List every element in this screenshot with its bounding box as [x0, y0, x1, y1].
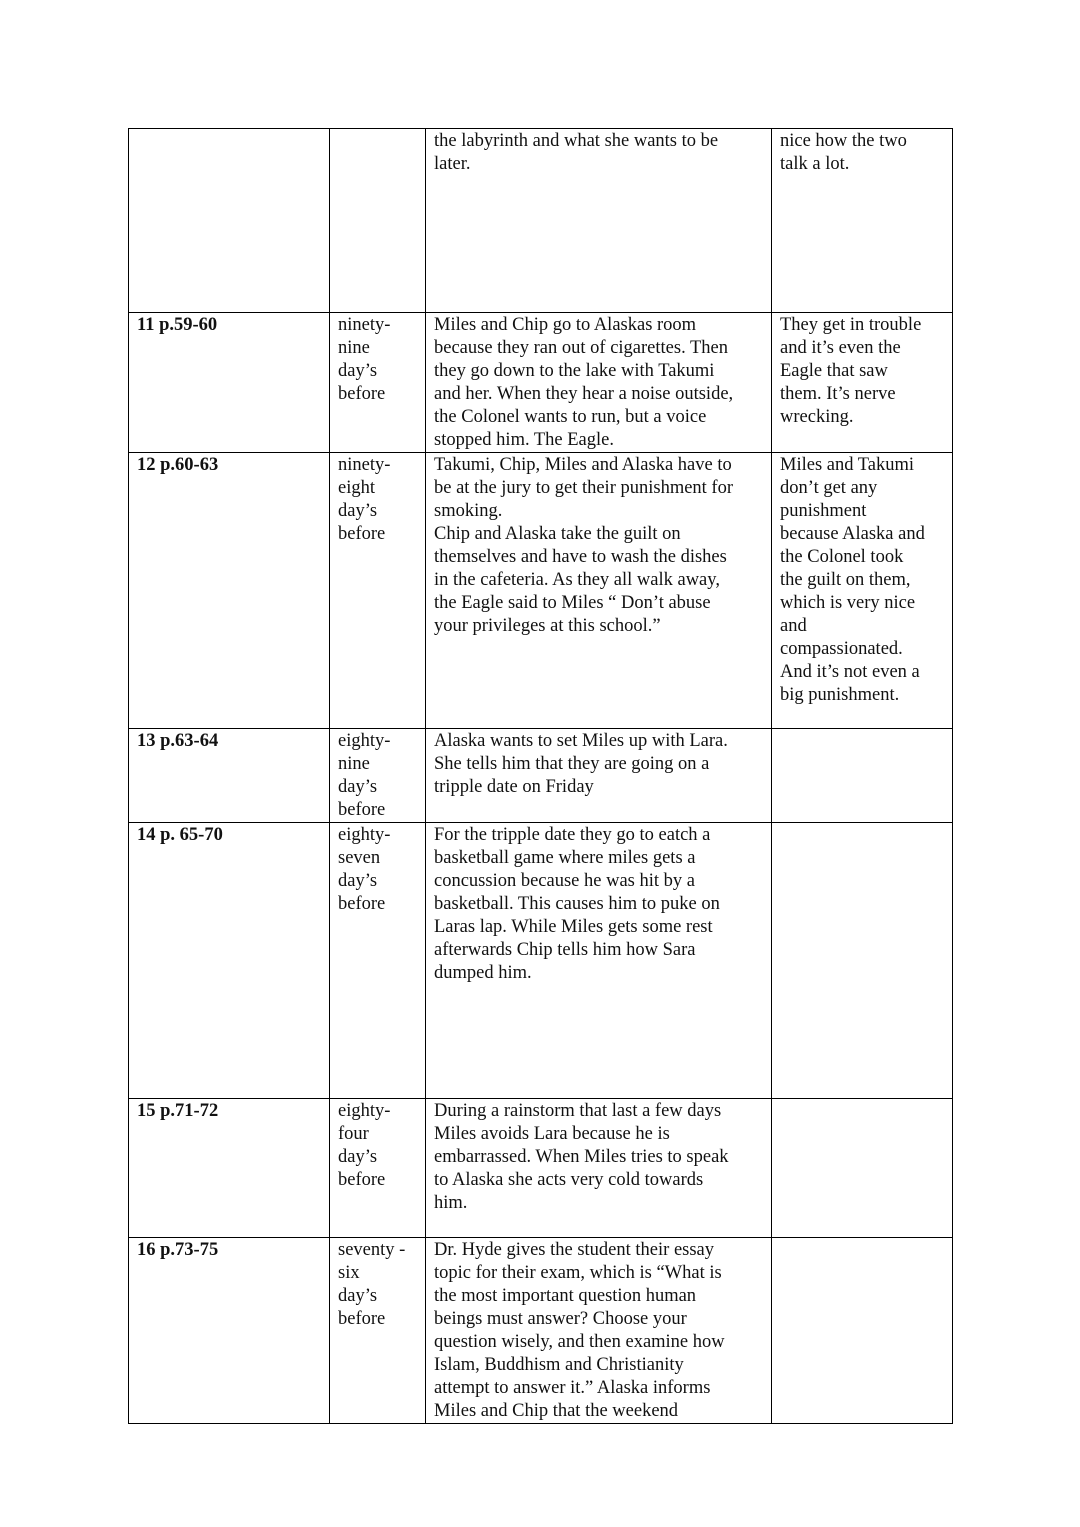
summary-line: themselves and have to wash the dishes	[434, 547, 727, 567]
summary-line: to Alaska she acts very cold towards	[434, 1170, 704, 1190]
days-line: day’s	[338, 501, 378, 521]
days-line: before	[338, 800, 386, 820]
days-line: ninety-	[338, 455, 391, 475]
days-cell	[330, 1238, 426, 1424]
days-line: before	[338, 1170, 386, 1190]
comment-line: the guilt on them,	[780, 570, 911, 590]
summary-line: Dr. Hyde gives the student their essay	[434, 1240, 715, 1260]
summary-line: Chip and Alaska take the guilt on	[434, 524, 681, 544]
summary-line: basketball game where miles gets a	[434, 848, 696, 868]
comment-line: nice how the two	[780, 131, 907, 151]
summary-line: your privileges at this school.”	[434, 616, 661, 636]
summary-line: dumped him.	[434, 963, 532, 983]
days-line: ninety-	[338, 315, 391, 335]
chapter-cell: 13 p.63-64	[129, 729, 330, 823]
comment-line: punishment	[780, 501, 867, 521]
summary-line: smoking.	[434, 501, 503, 521]
summary-cell	[426, 823, 772, 1099]
summary-line: in the cafeteria. As they all walk away,	[434, 570, 720, 590]
summary-line: concussion because he was hit by a	[434, 871, 695, 891]
comment-line: Eagle that saw	[780, 361, 888, 381]
comment-cell	[772, 453, 953, 729]
comment-cell	[772, 729, 953, 823]
days-line: day’s	[338, 361, 378, 381]
summary-line: During a rainstorm that last a few days	[434, 1101, 722, 1121]
days-line: eight	[338, 478, 375, 498]
chapter-cell: 12 p.60-63	[129, 453, 330, 729]
comment-line: them. It’s nerve	[780, 384, 896, 404]
table-row	[129, 1238, 953, 1424]
summary-line: embarrassed. When Miles tries to speak	[434, 1147, 729, 1167]
days-cell	[330, 313, 426, 453]
summary-line: Takumi, Chip, Miles and Alaska have to	[434, 455, 732, 475]
comment-cell	[772, 129, 953, 313]
days-line: before	[338, 894, 386, 914]
summary-line: him.	[434, 1193, 468, 1213]
days-cell	[330, 129, 426, 313]
summary-line: attempt to answer it.” Alaska informs	[434, 1378, 711, 1398]
summary-line: Miles and Chip go to Alaskas room	[434, 315, 697, 335]
days-line: day’s	[338, 1286, 378, 1306]
comment-line: They get in trouble	[780, 315, 922, 335]
chapter-cell	[129, 129, 330, 313]
days-line: day’s	[338, 1147, 378, 1167]
summary-line: Miles and Chip that the weekend	[434, 1401, 679, 1421]
comment-line: big punishment.	[780, 685, 900, 705]
summary-line: question wisely, and then examine how	[434, 1332, 725, 1352]
days-cell	[330, 1099, 426, 1238]
days-line: four	[338, 1124, 369, 1144]
days-cell	[330, 453, 426, 729]
days-line: day’s	[338, 777, 378, 797]
days-line: nine	[338, 754, 370, 774]
table-row	[129, 129, 953, 313]
summary-cell	[426, 453, 772, 729]
chapter-cell: 11 p.59-60	[129, 313, 330, 453]
table-row	[129, 729, 953, 823]
summary-line: the most important question human	[434, 1286, 697, 1306]
summary-line: Laras lap. While Miles gets some rest	[434, 917, 713, 937]
summary-line: they go down to the lake with Takumi	[434, 361, 715, 381]
days-line: seventy -	[338, 1240, 406, 1260]
chapter-notes-table	[128, 128, 953, 1424]
comment-cell	[772, 823, 953, 1099]
summary-line: Miles avoids Lara because he is	[434, 1124, 670, 1144]
comment-cell	[772, 313, 953, 453]
chapter-cell: 16 p.73-75	[129, 1238, 330, 1424]
days-line: day’s	[338, 871, 378, 891]
chapter-cell: 15 p.71-72	[129, 1099, 330, 1238]
days-line: before	[338, 384, 386, 404]
summary-cell	[426, 1238, 772, 1424]
summary-line: later.	[434, 154, 471, 174]
summary-cell	[426, 1099, 772, 1238]
comment-line: and	[780, 616, 807, 636]
summary-line: Islam, Buddhism and Christianity	[434, 1355, 684, 1375]
summary-line: the labyrinth and what she wants to be	[434, 131, 719, 151]
days-line: seven	[338, 848, 381, 868]
summary-line: the Eagle said to Miles “ Don’t abuse	[434, 593, 711, 613]
summary-line: and her. When they hear a noise outside,	[434, 384, 734, 404]
table-row	[129, 1099, 953, 1238]
comment-line: Miles and Takumi	[780, 455, 915, 475]
summary-line: stopped him. The Eagle.	[434, 430, 614, 450]
table-row	[129, 313, 953, 453]
summary-cell	[426, 729, 772, 823]
days-cell	[330, 729, 426, 823]
comment-cell	[772, 1099, 953, 1238]
summary-line: the Colonel wants to run, but a voice	[434, 407, 707, 427]
summary-line: be at the jury to get their punishment for	[434, 478, 734, 498]
days-line: eighty-	[338, 731, 391, 751]
comment-line: talk a lot.	[780, 154, 850, 174]
summary-line: afterwards Chip tells him how Sara	[434, 940, 696, 960]
days-cell	[330, 823, 426, 1099]
chapter-cell: 14 p. 65-70	[129, 823, 330, 1099]
comment-line: the Colonel took	[780, 547, 904, 567]
days-line: before	[338, 1309, 386, 1329]
table-row	[129, 453, 953, 729]
comment-line: don’t get any	[780, 478, 878, 498]
summary-cell	[426, 313, 772, 453]
summary-line: basketball. This causes him to puke on	[434, 894, 720, 914]
summary-line: She tells him that they are going on a	[434, 754, 710, 774]
summary-line: tripple date on Friday	[434, 777, 594, 797]
comment-line: And it’s not even a	[780, 662, 920, 682]
comment-line: compassionated.	[780, 639, 903, 659]
summary-line: Alaska wants to set Miles up with Lara.	[434, 731, 728, 751]
days-line: nine	[338, 338, 370, 358]
comment-line: wrecking.	[780, 407, 854, 427]
summary-cell	[426, 129, 772, 313]
summary-line: beings must answer? Choose your	[434, 1309, 687, 1329]
comment-line: which is very nice	[780, 593, 916, 613]
days-line: eighty-	[338, 825, 391, 845]
days-line: before	[338, 524, 386, 544]
summary-line: because they ran out of cigarettes. Then	[434, 338, 728, 358]
comment-line: and it’s even the	[780, 338, 901, 358]
days-line: eighty-	[338, 1101, 391, 1121]
comment-cell	[772, 1238, 953, 1424]
comment-line: because Alaska and	[780, 524, 925, 544]
days-line: six	[338, 1263, 360, 1283]
table-row	[129, 823, 953, 1099]
summary-line: For the tripple date they go to eatch a	[434, 825, 711, 845]
summary-line: topic for their exam, which is “What is	[434, 1263, 722, 1283]
